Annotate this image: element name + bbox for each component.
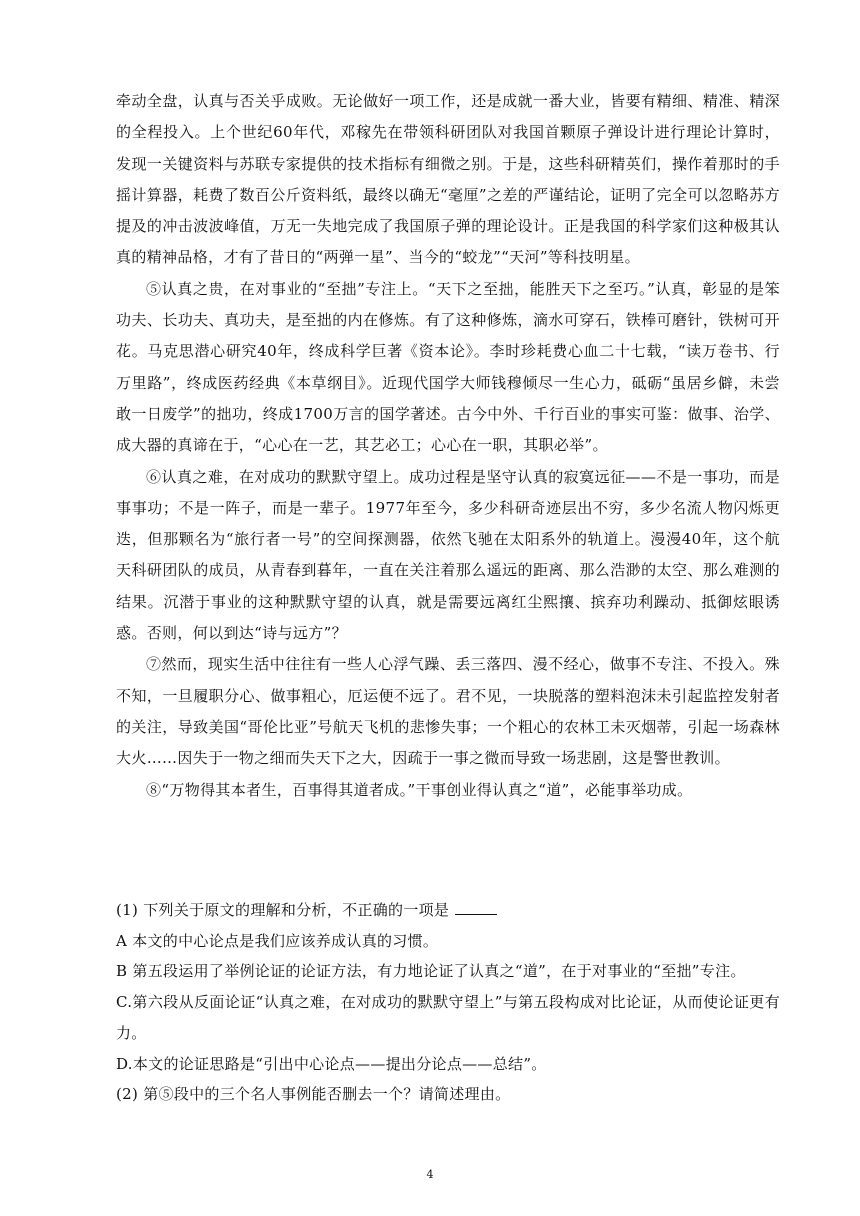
option-c: C.第六段从反面论证“认真之难，在对成功的默默守望上”与第五段构成对比论证，从而使论证更有力。 bbox=[116, 993, 780, 1042]
question-section bbox=[116, 895, 780, 1110]
paragraph-4-continuation: 牵动全盘，认真与否关乎成败。无论做好一项工作，还是成就一番大业，皆要有精细、精准、精深的全程投入。上个世纪60年代，邓稼先在带领科研团队对我国首颗原子弹设计进行理论计算时，发现一关键资料与苏联专家提供的技术指标有细微之别。于是，这些科研精英们，操作着那时的手摇计算器，耗费了数百公斤资料纸，最终以确无“毫厘”之差的严谨结论，证明了完全可以忽略苏方提及的冲击波波峰值，万无一失地完成了我国原子弹的理论设计。正是我国的科学家们这种极其认真的精神品格，才有了昔日的“两弹一星”、当今的“蛟龙”“天河”等科技明星。 bbox=[116, 92, 780, 267]
page-number: 4 bbox=[426, 1168, 434, 1181]
option-b: B 第五段运用了举例论证的论证方法，有力地论证了认真之“道”，在于对事业的“至拙”专注。 bbox=[116, 962, 746, 981]
question-2: (2) 第⑤段中的三个名人事例能否删去一个？请简述理由。 bbox=[116, 1085, 511, 1104]
paragraph-8: ⑧“万物得其本者生，百事得其道者成。”干事创业得认真之“道”，必能事举功成。 bbox=[146, 780, 693, 799]
paragraph-7: ⑦然而，现实生活中往往有一些人心浮气躁、丢三落四、漫不经心，做事不专注、不投入。殊不知，一旦履职分心、做事粗心，厄运便不远了。君不见，一块脱落的塑料泡沫未引起监控发射者的关注，导致美国“哥伦比亚”号航天飞机的悲惨失事；一个粗心的农林工未灭烟蒂，引起一场森林大火……因失于一物之细而失天下之大，因疏于一事之微而导致一场悲剧，这是警世教训。 bbox=[116, 655, 780, 768]
answer-blank[interactable] bbox=[455, 900, 497, 915]
paragraph-5: ⑤认真之贵，在对事业的“至拙”专注上。“天下之至拙，能胜天下之至巧。”认真，彰显的是笨功夫、长功夫、真功夫，是至拙的内在修炼。有了这种修炼，滴水可穿石，铁棒可磨针，铁树可开花。马克思潜心研究40年，终成科学巨著《资本论》。李时珍耗费心血二十七载，“读万卷书、行万里路”，终成医药经典《本草纲目》。近现代国学大师钱穆倾尽一生心力，砥砺“虽居乡僻，未尝敢一日废学”的拙功，终成1700万言的国学著述。古今中外、千行百业的事实可鉴：做事、治学、成大器的真谛在于，“心心在一艺，其艺必工；心心在一职，其职必举”。 bbox=[116, 279, 780, 455]
option-d: D.本文的论证思路是“引出中心论点——提出分论点——总结”。 bbox=[116, 1054, 547, 1073]
option-a: A 本文的中心论点是我们应该养成认真的习惯。 bbox=[116, 931, 439, 950]
question-1-stem: (1) 下列关于原文的理解和分析，不正确的一项是 bbox=[116, 901, 450, 919]
question-1 bbox=[116, 895, 780, 926]
paragraph-6: ⑥认真之难，在对成功的默默守望上。成功过程是坚守认真的寂寞远征——不是一事功，而是事事功；不是一阵子，而是一辈子。1977年至今，多少科研奇迹层出不穷，多少名流人物闪烁更迭，但那颗名为“旅行者一号”的空间探测器，依然飞驰在太阳系外的轨道上。漫漫40年，这个航天科研团队的成员，从青春到暮年，一直在关注着那么遥远的距离、那么浩渺的太空、那么难测的结果。沉潜于事业的这种默默守望的认真，就是需要远离红尘熙攘、摈弃功利躁动、抵御炫眼诱惑。否则，何以到达“诗与远方”？ bbox=[116, 467, 780, 643]
article-body bbox=[116, 86, 780, 806]
